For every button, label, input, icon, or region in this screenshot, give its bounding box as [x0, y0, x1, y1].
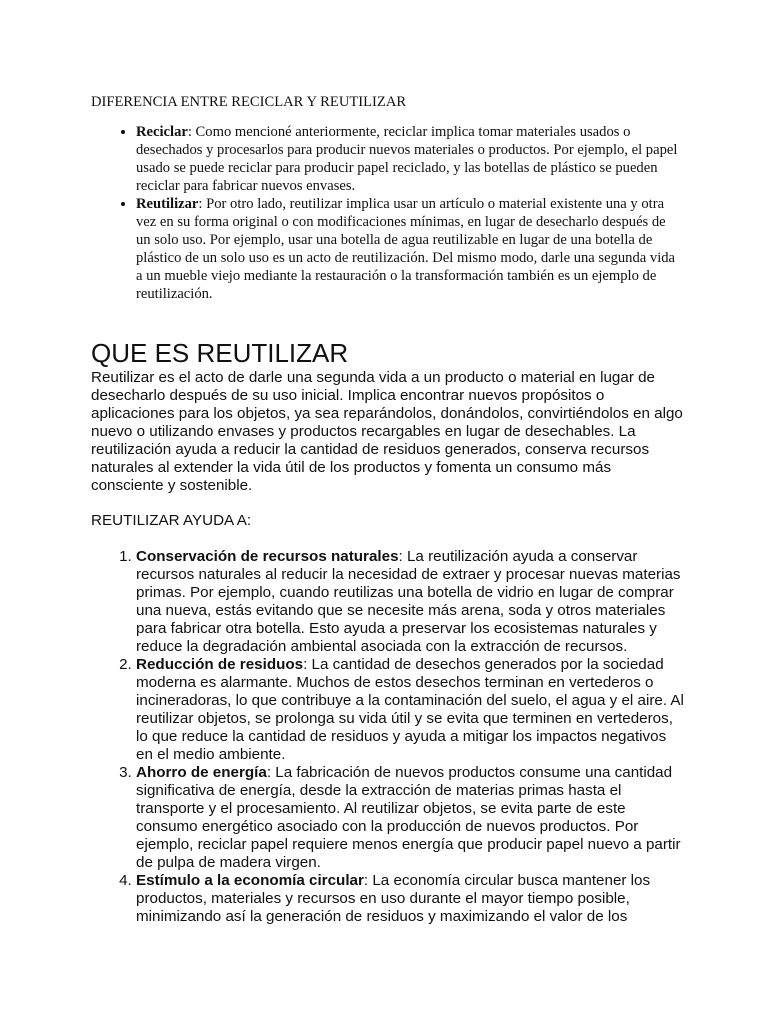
benefit-text: : La reutilización ayuda a conservar recursos naturales al reducir la necesidad de extraer y procesar nuevas materias primas. Por ejemplo, cuando reutilizas una botella de vidrio en lugar de comprar una nueva, estás evitando que se necesite más arena, soda y otros materiales para fabricar otra botella. Esto ayuda a preservar los ecosistemas naturales y reduce la degradación ambiental asociada con la extracción de recursos.	[136, 548, 681, 655]
reuse-benefits-list	[91, 548, 684, 926]
benefit-text: : La cantidad de desechos generados por la sociedad moderna es alarmante. Muchos de estos desechos terminan en vertederos o incineradoras, lo que contribuye a la contaminación del suelo, el agua y el aire. Al reutilizar objetos, se prolonga su vida útil y se evita que terminen en vertederos, lo que reduce la cantidad de residuos y ayuda a mitigar los impactos negativos en el medio ambiente.	[136, 656, 684, 763]
list-item	[136, 123, 681, 195]
reuse-helps-heading: REUTILIZAR AYUDA A:	[91, 512, 252, 529]
benefit-term: Ahorro de energía	[136, 764, 267, 781]
difference-section	[91, 93, 681, 303]
list-item	[136, 764, 684, 872]
difference-heading: DIFERENCIA ENTRE RECICLAR Y REUTILIZAR	[91, 94, 407, 110]
term-recycle: Reciclar	[136, 124, 188, 140]
benefit-term: Reducción de residuos	[136, 656, 304, 673]
definition-text: : Como mencioné anteriormente, reciclar implica tomar materiales usados o desechados y procesarlos para producir nuevos materiales o productos. Por ejemplo, el papel usado se puede reciclar para producir papel reciclado, y las botellas de plástico se pueden reciclar para fabricar nuevos envases.	[136, 124, 678, 194]
list-item	[136, 548, 684, 656]
term-reuse: Reutilizar	[136, 196, 199, 212]
list-item	[136, 872, 684, 926]
reuse-intro-paragraph: Reutilizar es el acto de darle una segunda vida a un producto o material en lugar de desecharlo después de su uso inicial. Implica encontrar nuevos propósitos o aplicaciones para los objetos, ya sea reparándolos, donándolos, convirtiéndolos en algo nuevo o utilizando envases y productos recargables en lugar de desechables. La reutilización ayuda a reducir la cantidad de residuos generados, conserva recursos naturales al extender la vida útil de los productos y fomenta un consumo más consciente y sostenible.	[91, 369, 683, 494]
reuse-title: QUE ES REUTILIZAR	[91, 338, 349, 368]
difference-list	[91, 123, 681, 303]
benefit-term: Estímulo a la economía circular	[136, 872, 364, 889]
definition-text: : Por otro lado, reutilizar implica usar un artículo o material existente una y otra vez en su forma original o con modificaciones mínimas, en lugar de desecharlo después de un solo uso. Por ejemplo, usar una botella de agua reutilizable en lugar de una botella de plástico de un solo uso es un acto de reutilización. Del mismo modo, darle una segunda vida a un mueble viejo mediante la restauración o la transformación también es un ejemplo de reutilización.	[136, 196, 676, 302]
reuse-section	[91, 337, 691, 926]
benefit-term: Conservación de recursos naturales	[136, 548, 399, 565]
benefit-text: : La fabricación de nuevos productos consume una cantidad significativa de energía, desde la extracción de materias primas hasta el transporte y el procesamiento. Al reutilizar objetos, se evita parte de este consumo energético asociado con la producción de nuevos productos. Por ejemplo, reciclar papel requiere menos energía que producir papel nuevo a partir de pulpa de madera virgen.	[136, 764, 681, 871]
list-item	[136, 656, 684, 764]
benefit-text: : La economía circular busca mantener los productos, materiales y recursos en uso durante el mayor tiempo posible, minimizando así la generación de residuos y maximizando el valor de los	[136, 872, 651, 925]
list-item	[136, 195, 681, 303]
